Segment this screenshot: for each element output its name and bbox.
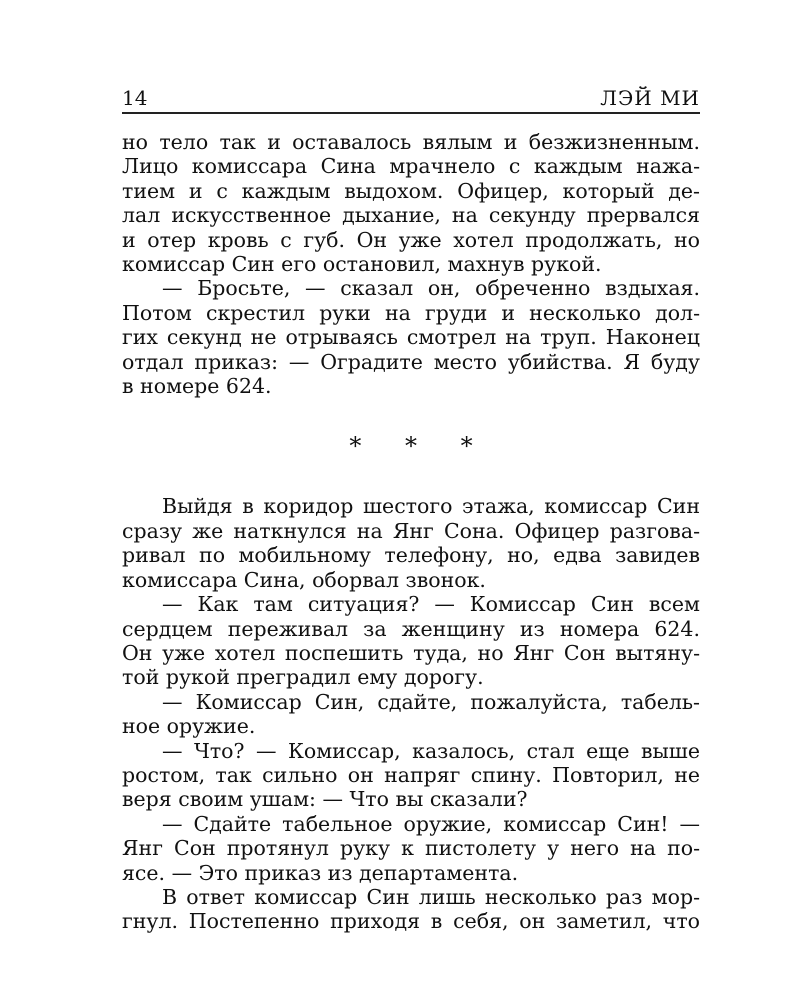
text-line: Выйдя в коридор шестого этажа, комиссар Син <box>162 494 700 519</box>
text-line: Потом скрестил руки на груди и несколько дол- <box>122 300 700 325</box>
asterisks: * * * <box>349 432 491 461</box>
running-head <box>122 84 700 112</box>
text-line: лал искусственное дыхание, на секунду прервался <box>122 203 700 228</box>
text-line: — Бросьте, — сказал он, обреченно вздыхая. <box>162 276 700 301</box>
text-line: той рукой преградил ему дорогу. <box>122 665 484 690</box>
text-line: и отер кровь с губ. Он уже хотел продолжать, но <box>122 227 700 252</box>
text-line: тием и с каждым выдохом. Офицер, который де- <box>122 178 700 203</box>
text-line: — Как там ситуация? — Комиссар Син всем <box>162 592 700 617</box>
text-line: В ответ комиссар Син лишь несколько раз мор- <box>162 884 700 909</box>
text-line: но тело так и оставалось вялым и безжизненным. <box>122 130 700 154</box>
text-line: ное оружие. <box>122 714 256 739</box>
text-line: Янг Сон протянул руку к пистолету у него на по- <box>122 836 700 861</box>
text-line: сердцем переживал за женщину из номера 624. <box>122 616 700 641</box>
text-line: отдал приказ: — Оградите место убийства. Я буду <box>122 349 700 374</box>
text-line: Лицо комиссара Сина мрачнело с каждым нажа- <box>122 154 700 179</box>
book-page <box>122 84 700 934</box>
text-line: ривал по мобильному телефону, но, едва завидев <box>122 543 700 568</box>
text-line: ясе. — Это приказ из департамента. <box>122 860 519 885</box>
header-rule <box>122 112 700 114</box>
text-line: — Комиссар Син, сдайте, пожалуйста, табель- <box>162 689 700 714</box>
text-line: Он уже хотел поспешить туда, но Янг Сон вытяну- <box>122 640 700 665</box>
text-line: гнул. Постепенно приходя в себя, он заметил, что <box>122 909 700 934</box>
text-line: — Сдайте табельное оружие, комиссар Син! — <box>162 811 700 836</box>
text-line: в номере 624. <box>122 374 272 399</box>
text-line: комиссар Син его остановил, махнув рукой. <box>122 252 602 277</box>
text-line: — Что? — Комиссар, казалось, стал еще выше <box>162 738 700 763</box>
text-line: гих секунд не отрываясь смотрел на труп. Наконец <box>122 325 700 350</box>
section-separator <box>122 398 700 494</box>
text-line: веря своим ушам: — Что вы сказали? <box>122 787 528 812</box>
text-line: сразу же наткнулся на Янг Сона. Офицер разгова- <box>122 518 700 543</box>
page-number: 14 <box>122 86 148 110</box>
text-line: комиссара Сина, оборвал звонок. <box>122 567 486 592</box>
page-body <box>122 130 700 934</box>
author-name: ЛЭЙ МИ <box>600 86 700 110</box>
text-line: ростом, так сильно он напряг спину. Повторил, не <box>122 762 700 787</box>
